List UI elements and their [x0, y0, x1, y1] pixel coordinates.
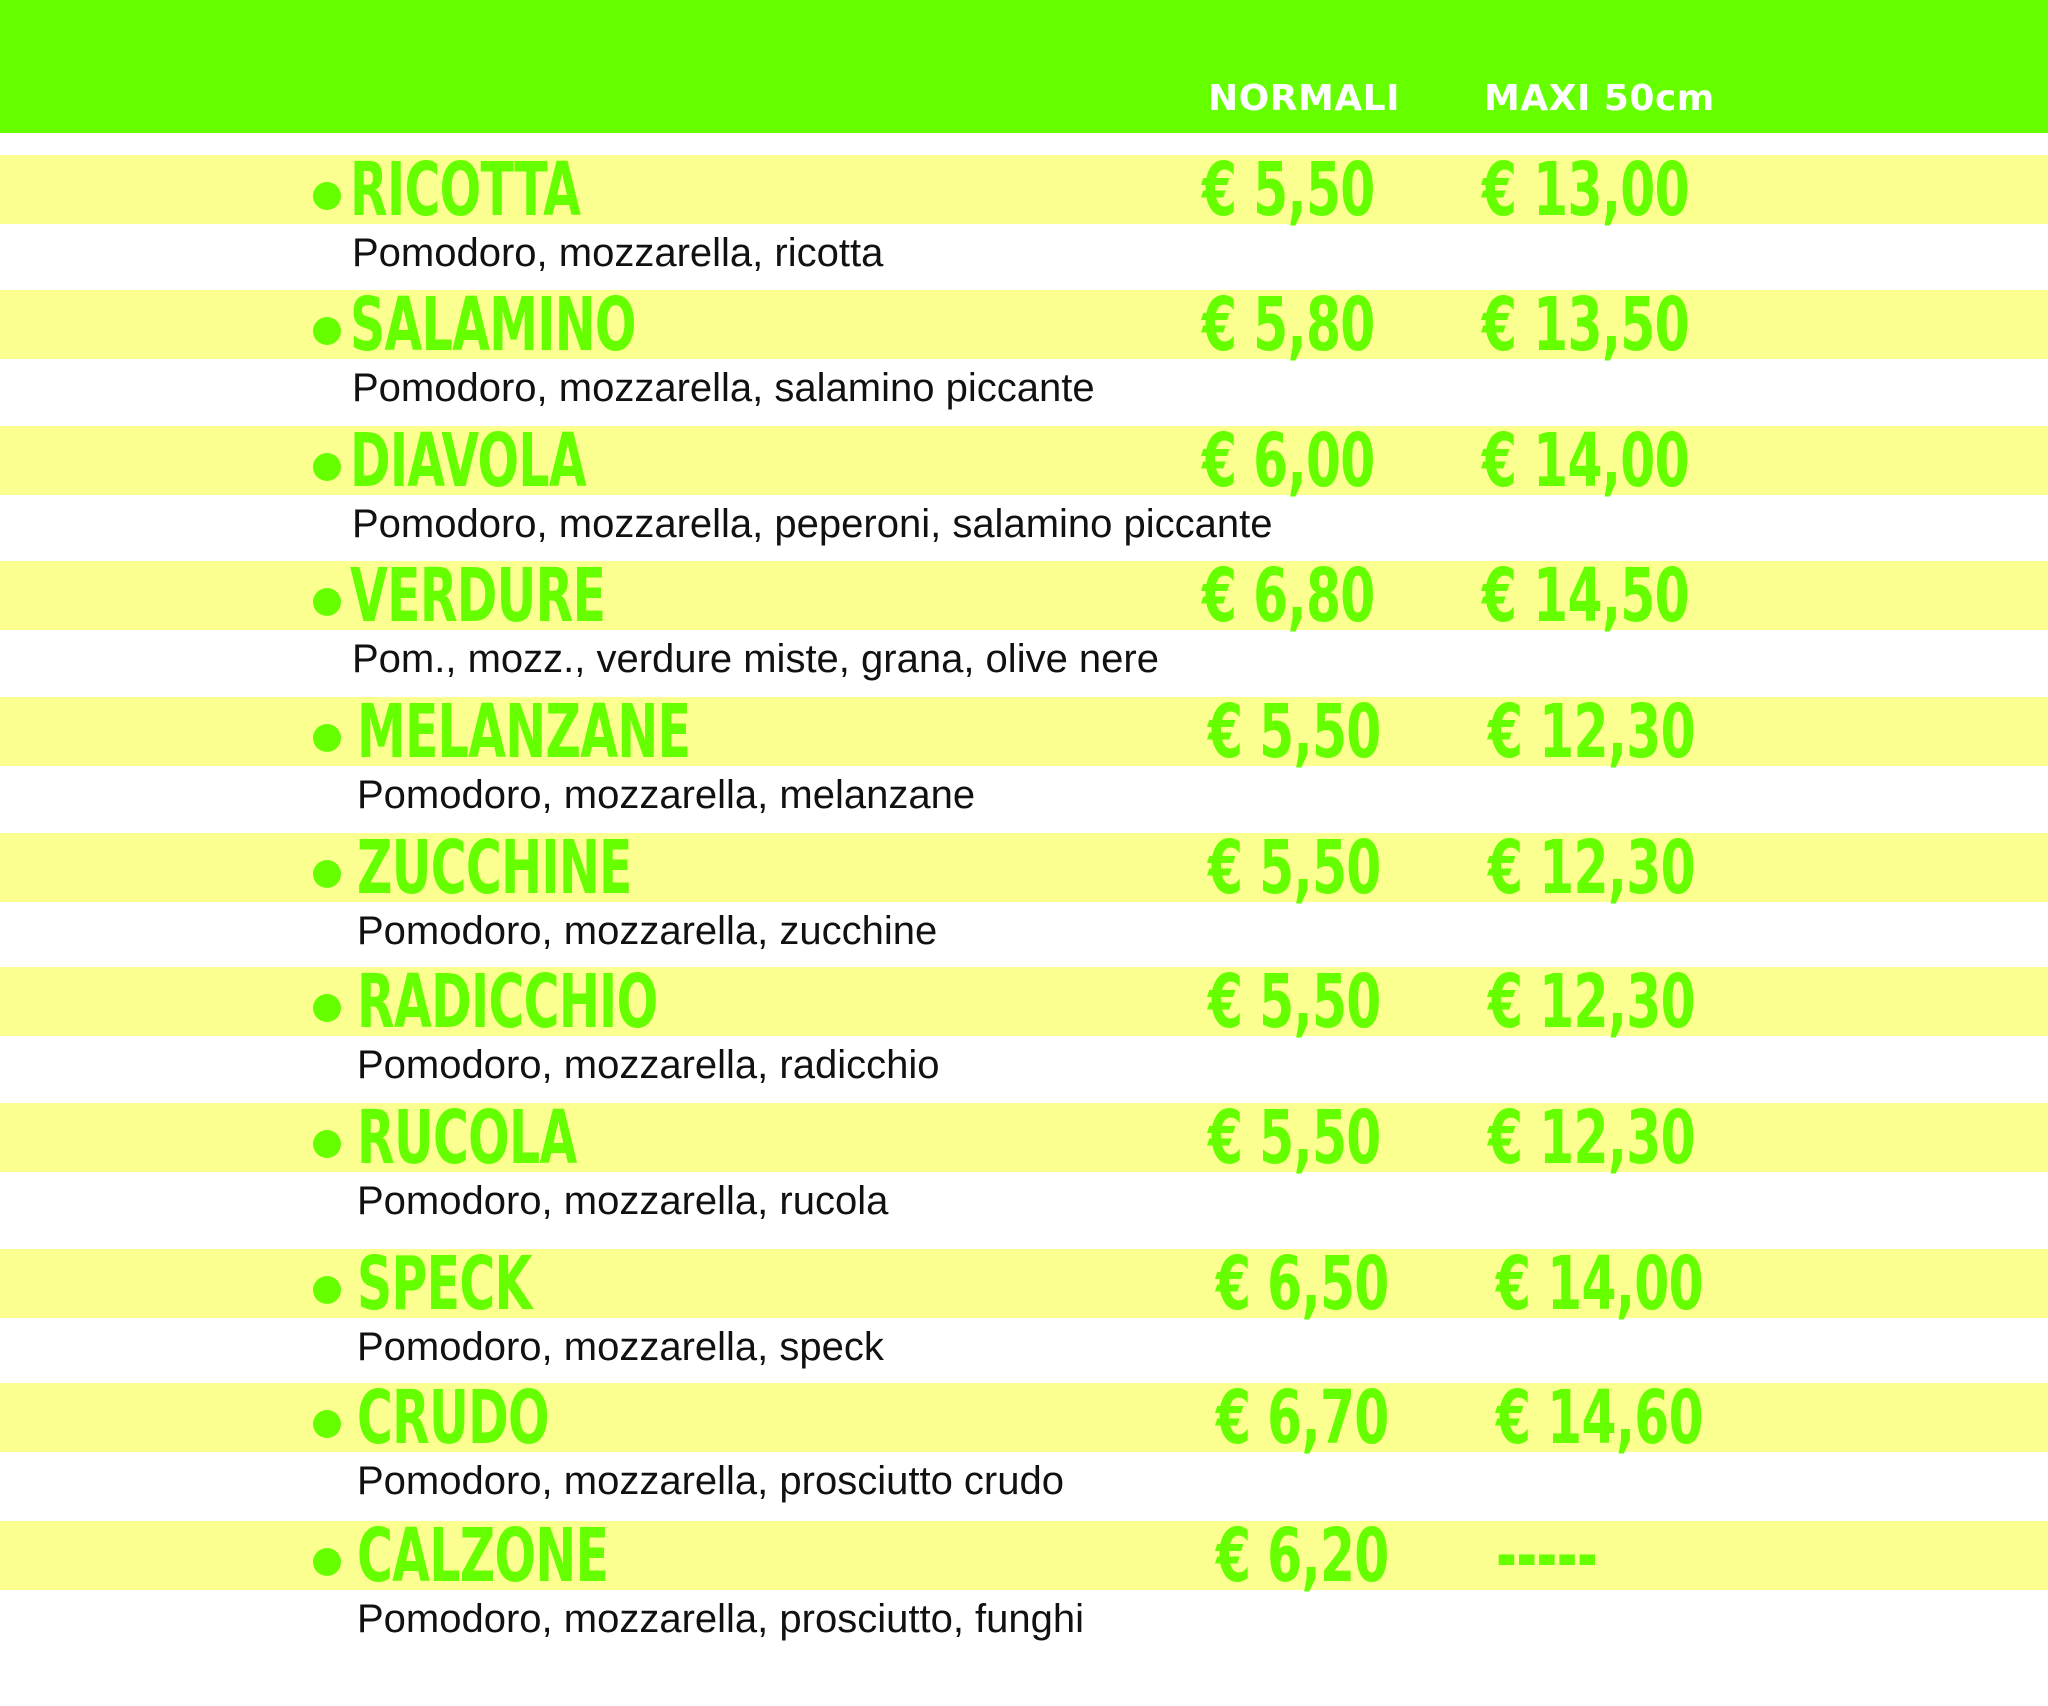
item-description: Pomodoro, mozzarella, prosciutto crudo	[357, 1459, 1064, 1503]
item-name: CRUDO	[357, 1375, 549, 1461]
item-band	[0, 833, 2048, 902]
price-normali: € 5,50	[1208, 959, 1381, 1045]
bullet-icon	[313, 1410, 341, 1438]
bullet-icon	[313, 860, 341, 888]
price-normali: € 5,50	[1202, 147, 1375, 233]
item-description: Pomodoro, mozzarella, zucchine	[357, 909, 938, 953]
price-maxi: € 14,60	[1496, 1375, 1703, 1461]
price-normali: € 5,50	[1208, 825, 1381, 911]
menu-item-crudo	[0, 1369, 2048, 1506]
price-maxi: € 13,50	[1482, 282, 1689, 368]
bullet-icon	[313, 1276, 341, 1304]
price-normali: € 6,70	[1216, 1375, 1389, 1461]
price-maxi: € 12,30	[1488, 825, 1695, 911]
item-name: RICOTTA	[350, 147, 581, 233]
price-maxi: € 14,00	[1482, 418, 1689, 504]
bullet-icon	[313, 724, 341, 752]
item-description: Pomodoro, mozzarella, salamino piccante	[352, 366, 1095, 410]
menu-item-zucchine	[0, 819, 2048, 956]
menu-item-calzone	[0, 1507, 2048, 1644]
item-band	[0, 1383, 2048, 1452]
menu-item-salamino	[0, 276, 2048, 413]
menu-item-rucola	[0, 1089, 2048, 1226]
menu-item-verdure	[0, 547, 2048, 684]
item-name: CALZONE	[357, 1513, 609, 1599]
item-description: Pomodoro, mozzarella, melanzane	[357, 773, 976, 817]
price-maxi: € 14,50	[1482, 553, 1689, 639]
menu-item-speck	[0, 1235, 2048, 1372]
price-maxi: € 12,30	[1488, 689, 1695, 775]
item-name: SPECK	[357, 1241, 532, 1327]
item-description: Pom., mozz., verdure miste, grana, olive nere	[352, 637, 1159, 681]
bullet-icon	[313, 1130, 341, 1158]
price-normali: € 6,00	[1202, 418, 1375, 504]
price-maxi: -----	[1496, 1513, 1598, 1599]
price-normali: € 6,80	[1202, 553, 1375, 639]
item-band	[0, 1521, 2048, 1590]
menu-header	[0, 0, 2048, 133]
item-description: Pomodoro, mozzarella, rucola	[357, 1179, 889, 1223]
item-name: RUCOLA	[357, 1095, 577, 1181]
price-normali: € 5,80	[1202, 282, 1375, 368]
price-maxi: € 12,30	[1488, 959, 1695, 1045]
item-band	[0, 1249, 2048, 1318]
item-band	[0, 290, 2048, 359]
bullet-icon	[313, 453, 341, 481]
price-normali: € 5,50	[1208, 1095, 1381, 1181]
item-description: Pomodoro, mozzarella, prosciutto, funghi	[357, 1597, 1085, 1641]
item-band	[0, 561, 2048, 630]
price-maxi: € 12,30	[1488, 1095, 1695, 1181]
price-maxi: € 14,00	[1496, 1241, 1703, 1327]
column-header-normali: NORMALI	[1208, 78, 1400, 119]
bullet-icon	[313, 317, 341, 345]
menu-item-radicchio	[0, 953, 2048, 1090]
bullet-icon	[313, 994, 341, 1022]
item-band	[0, 426, 2048, 495]
item-band	[0, 697, 2048, 766]
item-description: Pomodoro, mozzarella, peperoni, salamino piccante	[352, 502, 1273, 546]
item-name: SALAMINO	[350, 282, 636, 368]
column-header-maxi: MAXI 50cm	[1484, 78, 1715, 119]
price-normali: € 6,20	[1216, 1513, 1389, 1599]
item-description: Pomodoro, mozzarella, speck	[357, 1325, 884, 1369]
bullet-icon	[313, 588, 341, 616]
price-normali: € 6,50	[1216, 1241, 1389, 1327]
item-name: ZUCCHINE	[357, 825, 632, 911]
item-name: VERDURE	[350, 553, 606, 639]
item-band	[0, 967, 2048, 1036]
menu-item-diavola	[0, 412, 2048, 549]
bullet-icon	[313, 182, 341, 210]
menu-item-ricotta	[0, 141, 2048, 278]
bullet-icon	[313, 1548, 341, 1576]
item-name: DIAVOLA	[350, 418, 586, 504]
menu-item-melanzane	[0, 683, 2048, 820]
item-description: Pomodoro, mozzarella, radicchio	[357, 1043, 940, 1087]
item-band	[0, 155, 2048, 224]
item-name: RADICCHIO	[357, 959, 658, 1045]
price-maxi: € 13,00	[1482, 147, 1689, 233]
item-band	[0, 1103, 2048, 1172]
price-normali: € 5,50	[1208, 689, 1381, 775]
item-description: Pomodoro, mozzarella, ricotta	[352, 231, 884, 275]
item-name: MELANZANE	[357, 689, 691, 775]
